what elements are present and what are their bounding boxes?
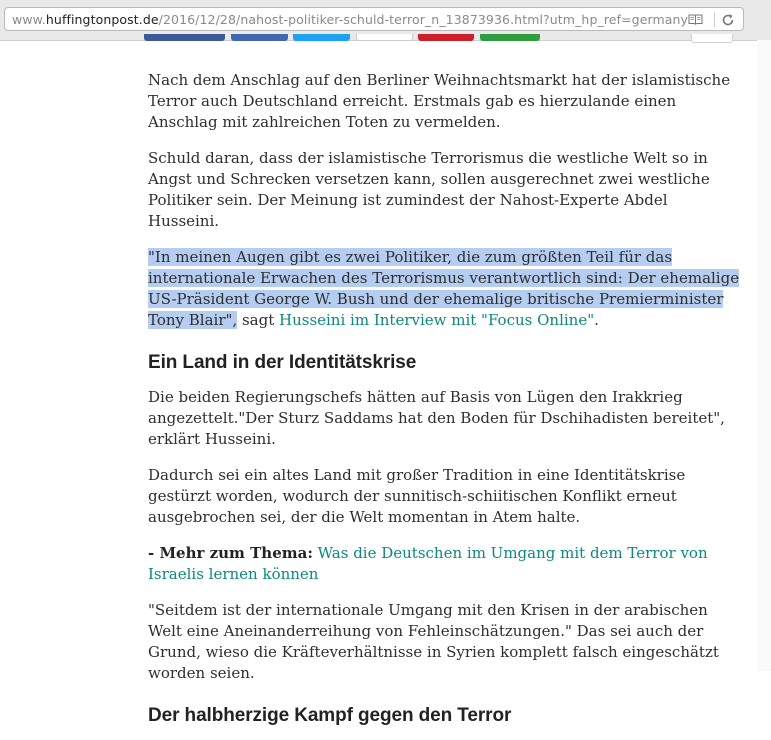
reader-view-icon[interactable] bbox=[688, 14, 703, 25]
focus-online-link[interactable]: Husseini im Interview mit "Focus Online" bbox=[279, 311, 595, 329]
section-heading: Der halbherzige Kampf gegen den Terror bbox=[148, 705, 512, 726]
facebook-share-button[interactable] bbox=[144, 34, 225, 41]
paragraph: "Seitdem ist der internationale Umgang mit den Krisen in der arabischen Welt eine Aneinanderreihung von Fehleinschätzungen." Das sei auch der Grund, wieso die Kräfteverhältnisse in Syrien komplett falsch eingeschätzt worden seien. bbox=[148, 601, 719, 682]
url-path: /2016/12/28/nahost-politiker-schuld-terror_n_13873936.html?utm_hp_ref=germany bbox=[158, 12, 689, 27]
quote-attribution: sagt bbox=[237, 311, 279, 329]
email-share-button[interactable] bbox=[356, 34, 413, 41]
quote-paragraph bbox=[148, 247, 740, 331]
related-article-link[interactable]: Was die Deutschen im Umgang mit dem Terror von Israelis lernen können bbox=[148, 544, 708, 583]
section-heading: Ein Land in der Identitätskrise bbox=[148, 352, 417, 373]
toolbar-divider bbox=[714, 12, 715, 27]
quote-end: . bbox=[594, 311, 599, 329]
paragraph: Dadurch sei ein altes Land mit großer Tradition in eine Identitätskrise gestürzt worden, wodurch der sunnitisch-schiitischen Konflikt erneut ausgebrochen sei, der die Welt momentan in Atem halte. bbox=[148, 466, 686, 526]
whatsapp-share-button[interactable] bbox=[480, 34, 540, 41]
facebook-like-button[interactable] bbox=[231, 34, 288, 41]
comment-count-box[interactable] bbox=[691, 34, 733, 43]
more-topic-label: - Mehr zum Thema: bbox=[148, 544, 313, 562]
share-bar bbox=[0, 34, 771, 42]
twitter-share-button[interactable] bbox=[293, 34, 350, 41]
url-prefix: www. bbox=[12, 12, 46, 27]
pinterest-share-button[interactable] bbox=[418, 34, 474, 41]
reload-icon[interactable] bbox=[720, 12, 736, 28]
paragraph: Die beiden Regierungschefs hätten auf Basis von Lügen den Irakkrieg angezettelt."Der Sturz Saddams hat den Boden für Dschihadisten bereitet", erklärt Husseini. bbox=[148, 388, 725, 448]
paragraph: Nach dem Anschlag auf den Berliner Weihnachtsmarkt hat der islamistische Terror auch Deutschland erreicht. Erstmals gab es hierzulande einen Anschlag mit zahlreichen Toten zu vermelden. bbox=[148, 71, 731, 131]
url-text[interactable] bbox=[12, 12, 688, 27]
address-bar[interactable] bbox=[4, 7, 744, 31]
page-scrollbar[interactable] bbox=[757, 40, 771, 671]
related-article bbox=[148, 543, 740, 585]
highlighted-quote: "In meinen Augen gibt es zwei Politiker, die zum größten Teil für das internationale Erwachen des Terrorismus verantwortlich sind: Der ehemalige US-Präsident George W. Bush und der ehemalige britische Premierminister Tony Blair", bbox=[148, 248, 740, 329]
url-domain: huffingtonpost.de bbox=[45, 12, 159, 27]
article-body bbox=[148, 70, 740, 740]
paragraph: Schuld daran, dass der islamistische Terrorismus die westliche Welt so in Angst und Schrecken versetzen kann, sollen ausgerechnet zwei westliche Politiker sein. Der Meinung ist zumindest der Nahost-Experte Abdel Husseini. bbox=[148, 149, 710, 230]
